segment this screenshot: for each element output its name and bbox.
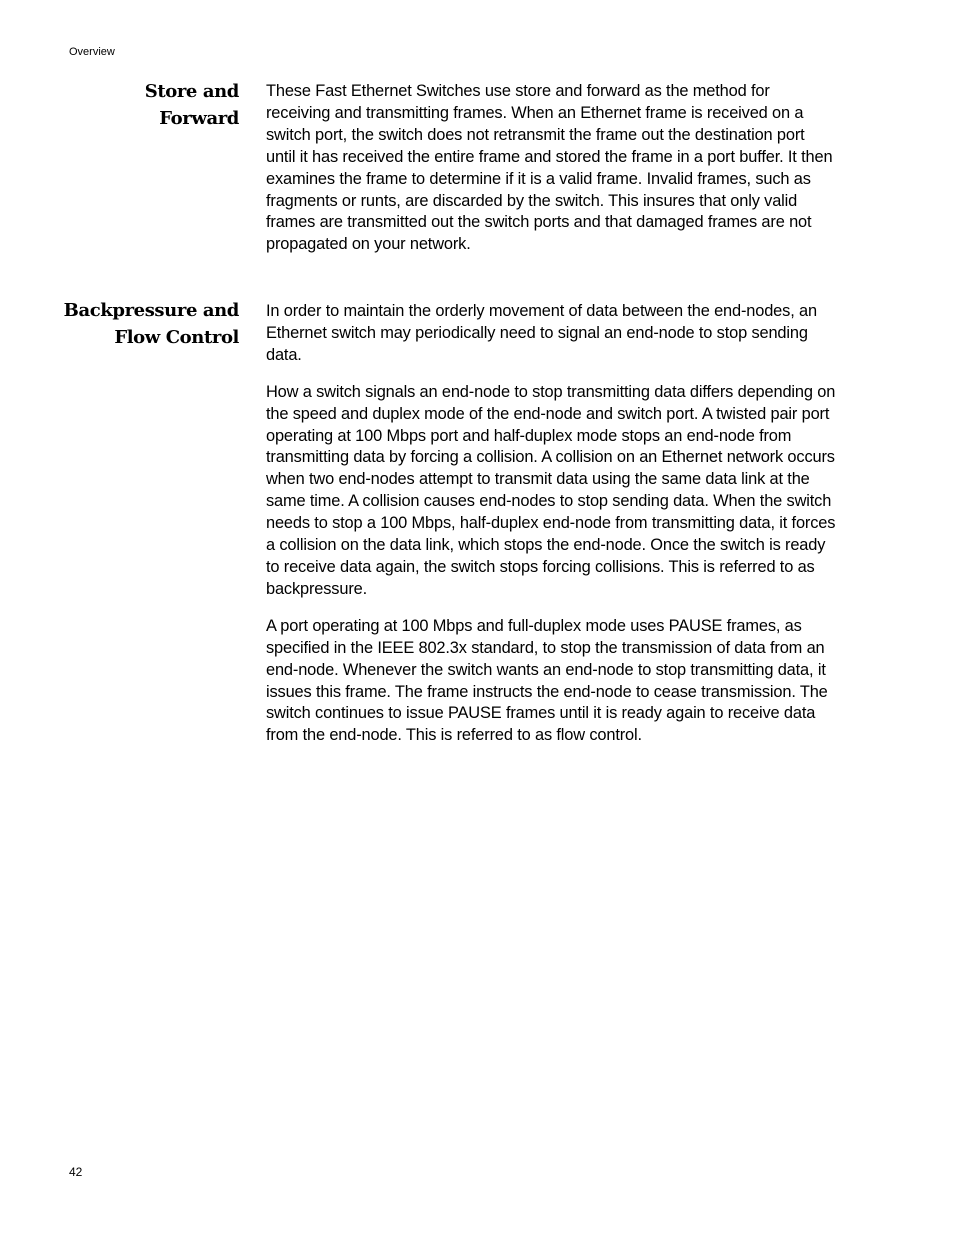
paragraph: In order to maintain the orderly movement of data between the end-nodes, an Ethernet switch may periodically need to signal an end-node to stop sending data. — [266, 302, 817, 364]
paragraph: How a switch signals an end-node to stop transmitting data differs depending on the speed and duplex mode of the end-node and switch port. A twisted pair port operating at 100 Mbps port and half-duplex mode stops an end-node from transmitting data by forcing a collision. A collision on an Ethernet network occurs when two end-nodes attempt to transmit data using the same data link at the same time. A collision causes end-nodes to stop sending data. When the switch needs to stop a 100 Mbps, half-duplex end-node from transmitting data, it forces a collision on the data link, which stops the end-node. Once the switch is ready to receive data again, the switch stops forcing collisions. This is referred to as backpressure. — [266, 382, 836, 598]
section-heading-line: Store and — [144, 81, 239, 102]
section-heading-line: Backpressure and — [63, 300, 239, 321]
section-body — [266, 81, 836, 271]
section-body — [266, 301, 836, 762]
running-header: Overview — [69, 46, 115, 58]
paragraph: A port operating at 100 Mbps and full-duplex mode uses PAUSE frames, as specified in the IEEE 802.3x standard, to stop the transmission of data from an end-node. Whenever the switch wants an end-node to stop transmitting data, it issues this frame. The frame instructs the end-node to cease transmission. The switch continues to issue PAUSE frames until it is ready again to receive data from the end-node. This is referred to as flow control. — [266, 616, 828, 745]
section-heading-line: Flow Control — [114, 326, 239, 348]
section-heading-line: Forward — [159, 107, 239, 129]
page-number: 42 — [69, 1165, 83, 1179]
section-heading — [40, 298, 239, 351]
paragraph: These Fast Ethernet Switches use store and forward as the method for receiving and transmitting frames. When an Ethernet frame is received on a switch port, the switch does not retransmit the frame out the destination port until it has received the entire frame and stored the frame in a port buffer. It then examines the frame to determine if it is a valid frame. Invalid frames, such as fragments or runts, are discarded by the switch. This insures that only valid frames are transmitted out the switch ports and that damaged frames are not propagated on your network. — [266, 82, 833, 254]
section-heading — [40, 79, 239, 132]
